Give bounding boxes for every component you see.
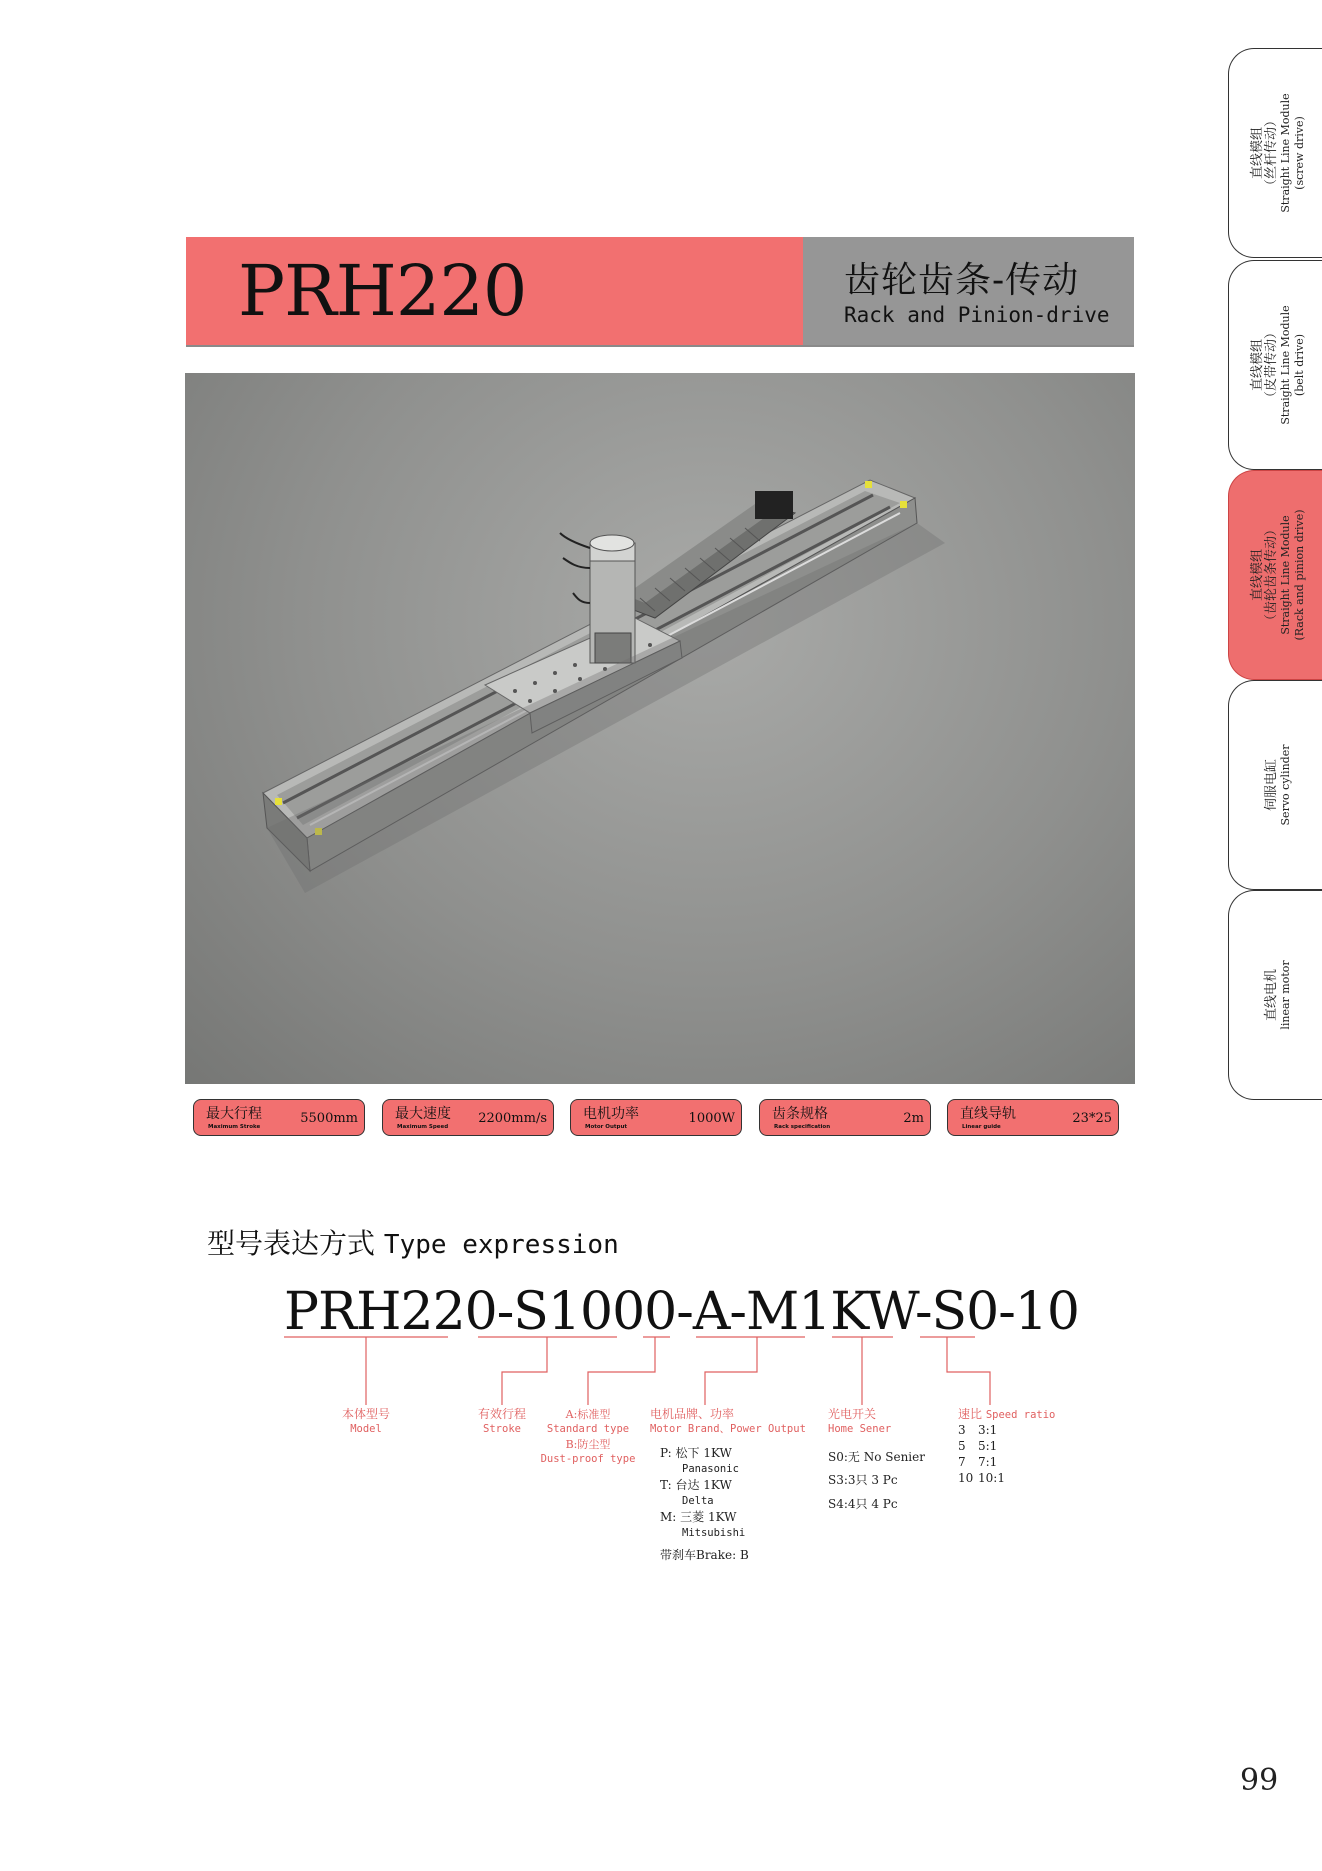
label-motor: 电机品牌、功率 Motor Brand、Power Output [650,1407,806,1435]
label-sensor: 光电开关 Home Sener [828,1407,892,1435]
sensor-option: S4:4只 4 Pc [828,1497,898,1511]
spec-label: 电机功率 [583,1106,639,1122]
spec-value: 2m [903,1111,924,1126]
spec-label: 齿条规格 [772,1106,828,1122]
spec-label-en: Rack specification [774,1124,831,1130]
label-stroke: 有效行程 Stroke [477,1407,526,1435]
spec-value: 5500mm [300,1111,358,1126]
sensor-option: S3:3只 3 Pc [828,1473,898,1487]
tab-label: 直线电机 linear motor [1263,960,1292,1030]
ratio-option: 3 3:1 [958,1423,998,1437]
spec-value: 23*25 [1072,1111,1112,1126]
tab-label: 直线模组 （皮带传动） Straight Line Module (belt drive) [1249,305,1306,425]
spec-label: 最大行程 [206,1106,262,1122]
tab-label: 直线模组 （齿轮齿条传动） Straight Line Module (Rack and pinion drive) [1249,509,1306,641]
spec-label: 直线导轨 [960,1106,1016,1122]
spec-label-en: Motor Output [585,1124,627,1130]
page-number: 99 [1240,1763,1279,1798]
ratio-option: 5 5:1 [958,1439,998,1453]
spec-value: 1000W [688,1111,735,1126]
model-title: PRH220 [238,250,527,332]
subtitle-cn: 齿轮齿条-传动 [844,260,1080,301]
type-title-en: Type expression [383,1230,619,1260]
subtitle-en: Rack and Pinion-drive [844,303,1110,327]
spec-label-en: Maximum Stroke [208,1124,261,1130]
brake-option: 带刹车Brake: B [660,1548,749,1562]
sensor-option: S0:无 No Senier [828,1450,925,1464]
ratio-option: 10 10:1 [958,1471,1005,1485]
spec-value: 2200mm/s [478,1111,547,1126]
motor-option-delta: T: 台达 1KW Delta [660,1478,732,1507]
type-code: PRH220-S1000-A-M1KW-S0-10 [284,1282,1079,1342]
spec-label: 最大速度 [395,1106,451,1122]
label-type: A:标准型 Standard type B:防尘型 Dust-proof type [540,1408,636,1465]
label-model: 本体型号 Model [341,1407,390,1435]
tab-label: 直线模组 （丝杆传动） Straight Line Module (screw drive) [1249,93,1306,213]
motor-option-panasonic: P: 松下 1KW Panasonic [660,1446,739,1475]
label-ratio: 速比 Speed ratio [958,1407,1056,1421]
tab-label: 伺服电缸 Servo cylinder [1263,744,1292,826]
type-title-cn: 型号表达方式 [207,1227,376,1260]
spec-label-en: Maximum Speed [397,1124,449,1130]
ratio-option: 7 7:1 [958,1455,998,1469]
motor-option-mitsubishi: M: 三菱 1KW Mitsubishi [660,1510,746,1539]
spec-label-en: Linear guide [962,1124,1001,1130]
